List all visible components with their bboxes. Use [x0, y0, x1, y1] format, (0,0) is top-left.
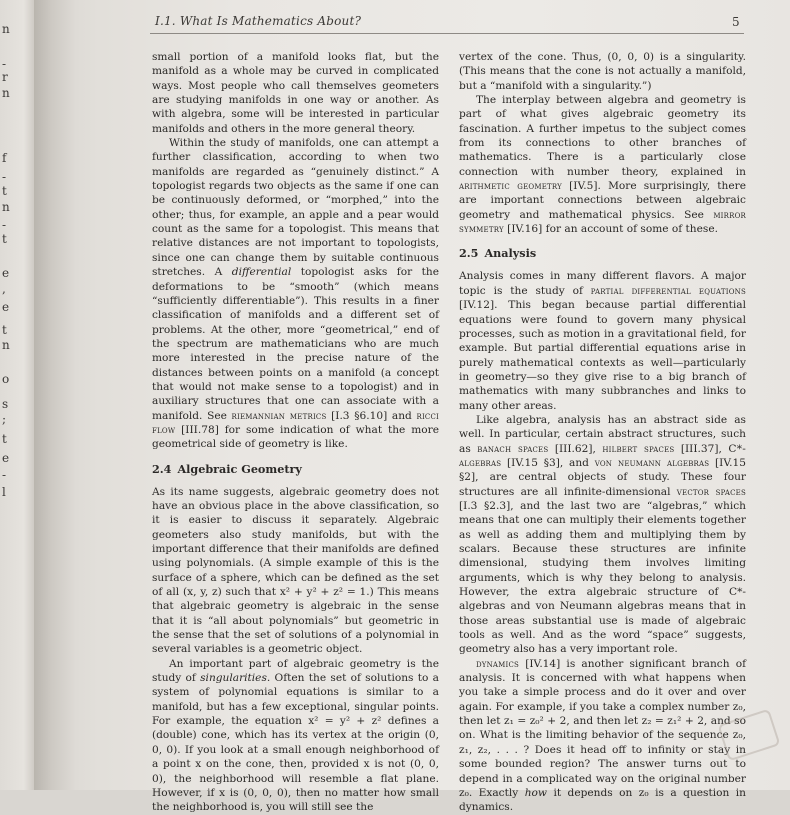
- left-text-column: [152, 50, 439, 815]
- facing-page-fragment: t: [2, 184, 7, 198]
- paragraph: Analysis comes in many different flavors. A major topic is the study of partial differential equations [IV.12]. This began because partial differential equations were found to govern many physical processes, such as motion in a gravitational field, for example. But partial differential equations arise in purely mathematical contexts as well—particularly in geometry—so they give rise to a big branch of mathematics with many subbranches and links to many other areas.: [459, 270, 746, 412]
- facing-page-fragment: s: [2, 397, 9, 411]
- paragraph: An important part of algebraic geometry is the study of singularities. Often the set of solutions to a system of polynomial equations is similar to a manifold, but has a few exceptional, singular points. For example, the equation x² = y² + z² defines a (double) cone, which has its vertex at the origin (0, 0, 0). If you look at a small enough neighborhood of a point x on the cone, then, provided x is not (0, 0, 0), the neighborhood will resemble a flat plane. However, if x is (0, 0, 0), then no matter how small the neighborhood is, you will still see the: [152, 657, 439, 814]
- facing-page-fragment: e: [2, 266, 10, 280]
- running-header-title: I.1. What Is Mathematics About?: [155, 14, 362, 28]
- cross-reference: banach spaces: [477, 442, 549, 455]
- cross-reference: hilbert spaces: [602, 442, 675, 455]
- section-heading-2-5: 2.5 Analysis: [459, 246, 537, 261]
- facing-page-fragment: n: [2, 22, 10, 36]
- facing-page-fragment: n: [2, 86, 10, 100]
- facing-page-fragment: ;: [2, 412, 7, 426]
- facing-page-edge: [0, 0, 34, 790]
- header-rule: [150, 33, 744, 34]
- facing-page-fragment: f: [2, 151, 7, 165]
- facing-page-fragment: t: [2, 232, 7, 246]
- paragraph: Like algebra, analysis has an abstract side as well. In particular, certain abstract structures, such as banach spaces [III.62], hilbert spaces [III.37], C*-algebras [IV.15 §3], and von neumann algebras [IV.15 §2], are central objects of study. These four structures are all infinite-dimensional vector spaces [I.3 §2.3], and the last two are “algebras,” which means that one can multiply their elements together as well as adding them and multiplying them by scalars. Because these structures are infinite dimensional, studying them involves limiting arguments, which is why they belong to analysis. However, the extra algebraic structure of C*-algebras and von Neumann algebras means that in those areas substantial use is made of algebraic tools as well. And as the word “space” suggests, geometry also has a very important role.: [459, 413, 746, 656]
- cross-reference: ricci flow: [152, 409, 439, 436]
- cross-reference: vector spaces: [676, 485, 746, 498]
- facing-page-fragment: -: [2, 57, 7, 71]
- paragraph: The interplay between algebra and geometry is part of what gives algebraic geometry its fascination. A further impetus to the subject comes from its connections to other branches of mathematics. There is a particularly close connection with number theory, explained in arithmetic geometry [IV.5]. More surprisingly, there are important connections between algebraic geometry and mathematical physics. See mirror symmetry [IV.16] for an account of some of these.: [459, 94, 746, 236]
- facing-page-fragment: n: [2, 338, 10, 352]
- facing-page-fragment: t: [2, 323, 7, 337]
- paragraph: small portion of a manifold looks flat, but the manifold as a whole may be curved in complicated ways. Most people who call themselves geometers are studying manifolds in one way or another. As with algebra, some will be interested in particular manifolds and others in the more general theory.: [152, 51, 439, 135]
- facing-page-fragment: l: [2, 485, 6, 499]
- cross-reference: C*-algebras: [459, 442, 746, 469]
- facing-page-fragment: -: [2, 170, 7, 184]
- cross-reference: arithmetic geometry: [459, 180, 562, 193]
- paragraph: As its name suggests, algebraic geometry does not have an obvious place in the above classification, so it is easier to discuss it separately. Algebraic geometers also study manifolds, but with the important difference that their manifolds are defined using polynomials. (A simple example of this is the surface of a sphere, which can be defined as the set of all (x, y, z) such that x² + y² + z² = 1.) This means that algebraic geometry is algebraic in the sense that it is “all about polynomials” but geometric in the sense that the set of solutions of a polynomial in several variables is a geometric object.: [152, 485, 439, 656]
- paragraph: dynamics [IV.14] is another significant branch of analysis. It is concerned with what happens when you take a simple process and do it over and over again. For example, if you take a complex number z₀, then let z₁ = z₀² + 2, and then let z₂ = z₁² + 2, and so on. What is the limiting behavior of the sequence z₀, z₁, z₂, . . . ? Does it head off to infinity or stay in some bounded region? The answer turns out to depend in a complicated way on the original number z₀. Exactly how it depends on z₀ is a question in dynamics.: [459, 657, 746, 814]
- section-heading-2-4: 2.4 Algebraic Geometry: [152, 461, 302, 476]
- facing-page-fragment: n: [2, 200, 10, 214]
- facing-page-fragment: -: [2, 218, 7, 232]
- book-gutter: [34, 0, 104, 790]
- facing-page-fragment: t: [2, 432, 7, 446]
- page-number: 5: [732, 15, 740, 29]
- right-text-column: [459, 50, 746, 815]
- facing-page-fragment: o: [2, 372, 10, 386]
- facing-page-fragment: ,: [2, 282, 6, 296]
- paragraph: vertex of the cone. Thus, (0, 0, 0) is a singularity. (This means that the cone is not actually a manifold, but a “manifold with a singularity.”): [459, 51, 746, 92]
- paragraph: Within the study of manifolds, one can attempt a further classification, according to when two manifolds are regarded as “genuinely distinct.” A topologist regards two objects as the same if one can be continuously deformed, or “morphed,” into the other; thus, for example, an apple and a pear would count as the same for a topologist. This means that relative distances are not important to topologists, since one can change them by suitable continuous stretches. A differential topologist asks for the deformations to be “smooth” (which means “sufficiently differentiable”). This results in a finer classification of manifolds and a different set of problems. At the other, more “geometrical,” end of the spectrum are mathematicians who are much more interested in the precise nature of the distances between points on a manifold (a concept that would not make sense to a topologist) and in auxiliary structures that one can associate with a manifold. See riemannian metrics [I.3 §6.10] and ricci flow [III.78] for some indication of what the more geometrical side of geometry is like.: [152, 137, 440, 451]
- cross-reference: riemannian metrics: [231, 409, 327, 422]
- facing-page-fragment: r: [2, 70, 8, 84]
- cross-reference: dynamics: [475, 657, 520, 670]
- cross-reference: mirror symmetry: [459, 208, 746, 236]
- cross-reference: partial differential equations: [590, 284, 746, 297]
- facing-page-fragment: e: [2, 451, 10, 465]
- cross-reference: von neumann algebras: [594, 456, 710, 469]
- facing-page-fragment: e: [2, 300, 10, 314]
- facing-page-fragment: -: [2, 468, 7, 482]
